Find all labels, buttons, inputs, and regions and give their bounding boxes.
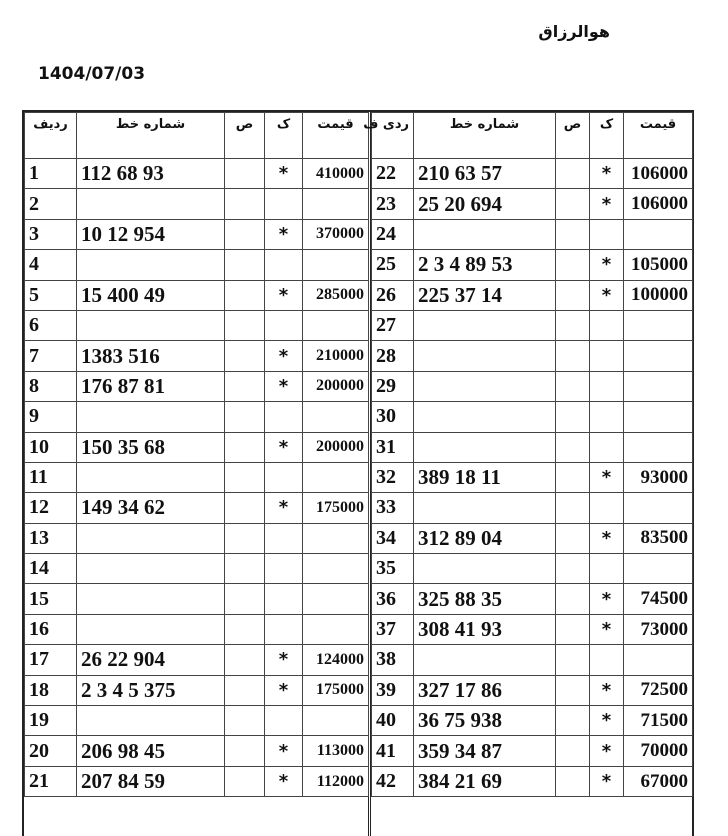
table-row — [372, 250, 693, 280]
table-row — [372, 280, 693, 310]
row-number-cell: 36 — [372, 584, 414, 614]
price-cell: 106000 — [624, 189, 693, 219]
col-price-header-right: قیمت — [624, 113, 693, 159]
sad-mark-cell — [556, 523, 590, 553]
sad-mark-cell — [556, 584, 590, 614]
price-cell — [303, 584, 369, 614]
price-cell — [303, 189, 369, 219]
row-number-cell: 5 — [25, 280, 77, 310]
kaf-mark-cell: * — [265, 432, 303, 462]
price-cell — [303, 310, 369, 340]
line-number-cell — [77, 614, 225, 644]
line-number-cell — [77, 250, 225, 280]
price-cell: 200000 — [303, 371, 369, 401]
kaf-mark-cell: * — [265, 736, 303, 766]
kaf-mark-cell: * — [265, 280, 303, 310]
price-cell: 74500 — [624, 584, 693, 614]
table-row — [25, 523, 369, 553]
kaf-mark-cell: * — [590, 523, 624, 553]
kaf-mark-cell: * — [265, 766, 303, 796]
kaf-mark-cell — [265, 706, 303, 736]
line-number-cell — [414, 402, 556, 432]
line-number-cell: 210 63 57 — [414, 159, 556, 189]
kaf-mark-cell — [590, 371, 624, 401]
table-row — [372, 614, 693, 644]
sad-mark-cell — [556, 645, 590, 675]
price-cell: 112000 — [303, 766, 369, 796]
left-header-row — [25, 113, 369, 159]
line-number-cell: 15 400 49 — [77, 280, 225, 310]
sad-mark-cell — [225, 310, 265, 340]
left-table — [24, 112, 369, 797]
sad-mark-cell — [556, 280, 590, 310]
price-cell — [624, 493, 693, 523]
row-number-cell: 11 — [25, 462, 77, 492]
kaf-mark-cell: * — [265, 675, 303, 705]
sad-mark-cell — [225, 402, 265, 432]
sad-mark-cell — [225, 645, 265, 675]
table-row — [372, 766, 693, 796]
row-number-cell: 7 — [25, 341, 77, 371]
kaf-mark-cell — [590, 219, 624, 249]
col-row-header-right: ردی ف — [372, 113, 414, 159]
sad-mark-cell — [225, 614, 265, 644]
kaf-mark-cell — [590, 554, 624, 584]
line-number-cell — [77, 706, 225, 736]
kaf-mark-cell — [265, 462, 303, 492]
sad-mark-cell — [556, 189, 590, 219]
left-table-body — [25, 159, 369, 797]
price-cell: 175000 — [303, 675, 369, 705]
col-sad-header-right: ص — [556, 113, 590, 159]
price-cell: 200000 — [303, 432, 369, 462]
table-row — [372, 159, 693, 189]
line-number-cell: 10 12 954 — [77, 219, 225, 249]
sad-mark-cell — [225, 584, 265, 614]
kaf-mark-cell: * — [590, 675, 624, 705]
right-table — [363, 112, 693, 797]
line-number-cell: 1383 516 — [77, 341, 225, 371]
line-number-cell — [414, 645, 556, 675]
sad-mark-cell — [225, 523, 265, 553]
price-cell — [303, 402, 369, 432]
table-row — [372, 645, 693, 675]
sad-mark-cell — [556, 493, 590, 523]
row-number-cell: 13 — [25, 523, 77, 553]
line-number-cell: 384 21 69 — [414, 766, 556, 796]
line-number-cell: 359 34 87 — [414, 736, 556, 766]
sad-mark-cell — [556, 432, 590, 462]
row-number-cell: 34 — [372, 523, 414, 553]
row-number-cell: 38 — [372, 645, 414, 675]
row-number-cell: 18 — [25, 675, 77, 705]
row-number-cell: 1 — [25, 159, 77, 189]
row-number-cell: 20 — [25, 736, 77, 766]
kaf-mark-cell — [590, 493, 624, 523]
line-number-cell: 325 88 35 — [414, 584, 556, 614]
sad-mark-cell — [556, 371, 590, 401]
price-cell — [624, 554, 693, 584]
price-cell: 100000 — [624, 280, 693, 310]
table-row — [372, 341, 693, 371]
kaf-mark-cell — [265, 523, 303, 553]
line-number-cell: 206 98 45 — [77, 736, 225, 766]
kaf-mark-cell: * — [590, 462, 624, 492]
kaf-mark-cell — [590, 402, 624, 432]
table-row — [372, 189, 693, 219]
kaf-mark-cell — [265, 584, 303, 614]
line-number-cell — [77, 462, 225, 492]
kaf-mark-cell — [590, 341, 624, 371]
sad-mark-cell — [556, 250, 590, 280]
price-cell: 105000 — [624, 250, 693, 280]
price-cell — [624, 371, 693, 401]
sad-mark-cell — [556, 766, 590, 796]
table-row — [25, 402, 369, 432]
row-number-cell: 21 — [25, 766, 77, 796]
col-kaf-header-right: ک — [590, 113, 624, 159]
price-cell: 93000 — [624, 462, 693, 492]
row-number-cell: 23 — [372, 189, 414, 219]
kaf-mark-cell — [590, 310, 624, 340]
kaf-mark-cell: * — [590, 250, 624, 280]
table-row — [372, 432, 693, 462]
kaf-mark-cell — [265, 614, 303, 644]
price-cell: 71500 — [624, 706, 693, 736]
sad-mark-cell — [556, 159, 590, 189]
row-number-cell: 32 — [372, 462, 414, 492]
kaf-mark-cell: * — [265, 341, 303, 371]
price-cell: 175000 — [303, 493, 369, 523]
row-number-cell: 42 — [372, 766, 414, 796]
col-line-header-right: شماره خط — [414, 113, 556, 159]
sad-mark-cell — [225, 766, 265, 796]
price-cell — [303, 614, 369, 644]
row-number-cell: 29 — [372, 371, 414, 401]
line-number-cell: 312 89 04 — [414, 523, 556, 553]
price-cell: 70000 — [624, 736, 693, 766]
table-row — [25, 280, 369, 310]
kaf-mark-cell: * — [590, 614, 624, 644]
sad-mark-cell — [556, 341, 590, 371]
sad-mark-cell — [225, 341, 265, 371]
sad-mark-cell — [225, 554, 265, 584]
line-number-cell — [77, 523, 225, 553]
row-number-cell: 31 — [372, 432, 414, 462]
table-row — [25, 341, 369, 371]
price-cell: 370000 — [303, 219, 369, 249]
table-row — [372, 219, 693, 249]
sad-mark-cell — [556, 310, 590, 340]
kaf-mark-cell — [590, 645, 624, 675]
table-row — [25, 189, 369, 219]
price-cell — [303, 706, 369, 736]
kaf-mark-cell — [590, 432, 624, 462]
line-number-cell: 150 35 68 — [77, 432, 225, 462]
sad-mark-cell — [225, 159, 265, 189]
sad-mark-cell — [225, 280, 265, 310]
table-row — [372, 493, 693, 523]
sad-mark-cell — [225, 493, 265, 523]
table-row — [372, 736, 693, 766]
price-cell — [624, 310, 693, 340]
kaf-mark-cell: * — [590, 189, 624, 219]
line-number-cell — [414, 310, 556, 340]
kaf-mark-cell: * — [265, 159, 303, 189]
line-number-cell: 2 3 4 89 53 — [414, 250, 556, 280]
table-row — [372, 462, 693, 492]
table-row — [25, 310, 369, 340]
table-row — [372, 584, 693, 614]
sad-mark-cell — [225, 219, 265, 249]
table-row — [25, 462, 369, 492]
line-number-cell: 36 75 938 — [414, 706, 556, 736]
sad-mark-cell — [556, 402, 590, 432]
kaf-mark-cell — [265, 189, 303, 219]
price-cell — [624, 645, 693, 675]
col-sad-header: ص — [225, 113, 265, 159]
col-price-header: قیمت — [303, 113, 369, 159]
price-cell: 285000 — [303, 280, 369, 310]
line-number-cell: 207 84 59 — [77, 766, 225, 796]
sad-mark-cell — [225, 706, 265, 736]
row-number-cell: 22 — [372, 159, 414, 189]
row-number-cell: 30 — [372, 402, 414, 432]
line-number-cell: 112 68 93 — [77, 159, 225, 189]
line-number-cell — [77, 189, 225, 219]
line-number-cell: 389 18 11 — [414, 462, 556, 492]
table-row — [372, 675, 693, 705]
kaf-mark-cell: * — [265, 493, 303, 523]
price-cell: 83500 — [624, 523, 693, 553]
line-number-cell: 26 22 904 — [77, 645, 225, 675]
col-line-header: شماره خط — [77, 113, 225, 159]
price-cell: 410000 — [303, 159, 369, 189]
row-number-cell: 19 — [25, 706, 77, 736]
kaf-mark-cell: * — [590, 280, 624, 310]
kaf-mark-cell: * — [590, 766, 624, 796]
sad-mark-cell — [225, 189, 265, 219]
row-number-cell: 33 — [372, 493, 414, 523]
table-row — [25, 159, 369, 189]
kaf-mark-cell: * — [265, 219, 303, 249]
table-row — [25, 219, 369, 249]
row-number-cell: 40 — [372, 706, 414, 736]
price-cell: 73000 — [624, 614, 693, 644]
row-number-cell: 37 — [372, 614, 414, 644]
price-cell — [624, 341, 693, 371]
table-row — [372, 371, 693, 401]
kaf-mark-cell: * — [590, 706, 624, 736]
right-table-body — [372, 159, 693, 797]
line-number-cell — [414, 341, 556, 371]
sad-mark-cell — [556, 554, 590, 584]
kaf-mark-cell: * — [590, 584, 624, 614]
sad-mark-cell — [225, 736, 265, 766]
price-cell — [624, 402, 693, 432]
price-cell: 106000 — [624, 159, 693, 189]
line-number-cell — [77, 554, 225, 584]
line-number-cell: 149 34 62 — [77, 493, 225, 523]
price-cell: 210000 — [303, 341, 369, 371]
row-number-cell: 35 — [372, 554, 414, 584]
row-number-cell: 2 — [25, 189, 77, 219]
table-row — [25, 614, 369, 644]
row-number-cell: 8 — [25, 371, 77, 401]
price-cell: 113000 — [303, 736, 369, 766]
line-number-cell: 2 3 4 5 375 — [77, 675, 225, 705]
price-cell: 67000 — [624, 766, 693, 796]
table-row — [25, 766, 369, 796]
sad-mark-cell — [225, 250, 265, 280]
line-number-cell — [414, 432, 556, 462]
table-row — [372, 706, 693, 736]
line-number-cell — [414, 493, 556, 523]
table-row — [372, 310, 693, 340]
table-row — [25, 584, 369, 614]
sad-mark-cell — [556, 706, 590, 736]
right-table-panel — [363, 112, 692, 836]
row-number-cell: 6 — [25, 310, 77, 340]
table-row — [25, 554, 369, 584]
sad-mark-cell — [225, 675, 265, 705]
price-cell — [303, 250, 369, 280]
kaf-mark-cell: * — [265, 645, 303, 675]
table-row — [372, 554, 693, 584]
price-cell — [624, 219, 693, 249]
sad-mark-cell — [556, 736, 590, 766]
sad-mark-cell — [556, 462, 590, 492]
page-heading: هوالرزاق — [538, 22, 610, 41]
line-number-cell — [414, 219, 556, 249]
price-sheet — [22, 110, 694, 836]
table-row — [25, 736, 369, 766]
kaf-mark-cell — [265, 250, 303, 280]
line-number-cell: 225 37 14 — [414, 280, 556, 310]
row-number-cell: 12 — [25, 493, 77, 523]
line-number-cell: 308 41 93 — [414, 614, 556, 644]
kaf-mark-cell: * — [590, 159, 624, 189]
row-number-cell: 17 — [25, 645, 77, 675]
row-number-cell: 25 — [372, 250, 414, 280]
kaf-mark-cell — [265, 554, 303, 584]
kaf-mark-cell — [265, 310, 303, 340]
kaf-mark-cell: * — [590, 736, 624, 766]
row-number-cell: 4 — [25, 250, 77, 280]
table-row — [25, 432, 369, 462]
table-row — [25, 675, 369, 705]
line-number-cell — [414, 554, 556, 584]
row-number-cell: 26 — [372, 280, 414, 310]
table-row — [25, 371, 369, 401]
line-number-cell: 327 17 86 — [414, 675, 556, 705]
price-cell — [303, 554, 369, 584]
row-number-cell: 9 — [25, 402, 77, 432]
row-number-cell: 10 — [25, 432, 77, 462]
col-row-header: ردیف — [25, 113, 77, 159]
line-number-cell — [77, 310, 225, 340]
row-number-cell: 27 — [372, 310, 414, 340]
sad-mark-cell — [225, 432, 265, 462]
price-cell: 124000 — [303, 645, 369, 675]
row-number-cell: 15 — [25, 584, 77, 614]
price-cell — [624, 432, 693, 462]
price-cell — [303, 523, 369, 553]
line-number-cell: 25 20 694 — [414, 189, 556, 219]
row-number-cell: 14 — [25, 554, 77, 584]
kaf-mark-cell — [265, 402, 303, 432]
row-number-cell: 41 — [372, 736, 414, 766]
row-number-cell: 16 — [25, 614, 77, 644]
table-row — [25, 706, 369, 736]
table-row — [25, 493, 369, 523]
col-kaf-header: ک — [265, 113, 303, 159]
price-cell — [303, 462, 369, 492]
price-cell: 72500 — [624, 675, 693, 705]
line-number-cell — [77, 584, 225, 614]
sad-mark-cell — [556, 219, 590, 249]
right-header-row — [372, 113, 693, 159]
sad-mark-cell — [556, 675, 590, 705]
line-number-cell — [414, 371, 556, 401]
kaf-mark-cell: * — [265, 371, 303, 401]
table-row — [25, 645, 369, 675]
sad-mark-cell — [225, 371, 265, 401]
row-number-cell: 39 — [372, 675, 414, 705]
sad-mark-cell — [556, 614, 590, 644]
row-number-cell: 3 — [25, 219, 77, 249]
date-label: 1404/07/03 — [38, 64, 146, 84]
table-row — [372, 402, 693, 432]
row-number-cell: 24 — [372, 219, 414, 249]
line-number-cell — [77, 402, 225, 432]
table-row — [372, 523, 693, 553]
table-row — [25, 250, 369, 280]
left-table-panel — [24, 112, 371, 836]
row-number-cell: 28 — [372, 341, 414, 371]
line-number-cell: 176 87 81 — [77, 371, 225, 401]
sad-mark-cell — [225, 462, 265, 492]
